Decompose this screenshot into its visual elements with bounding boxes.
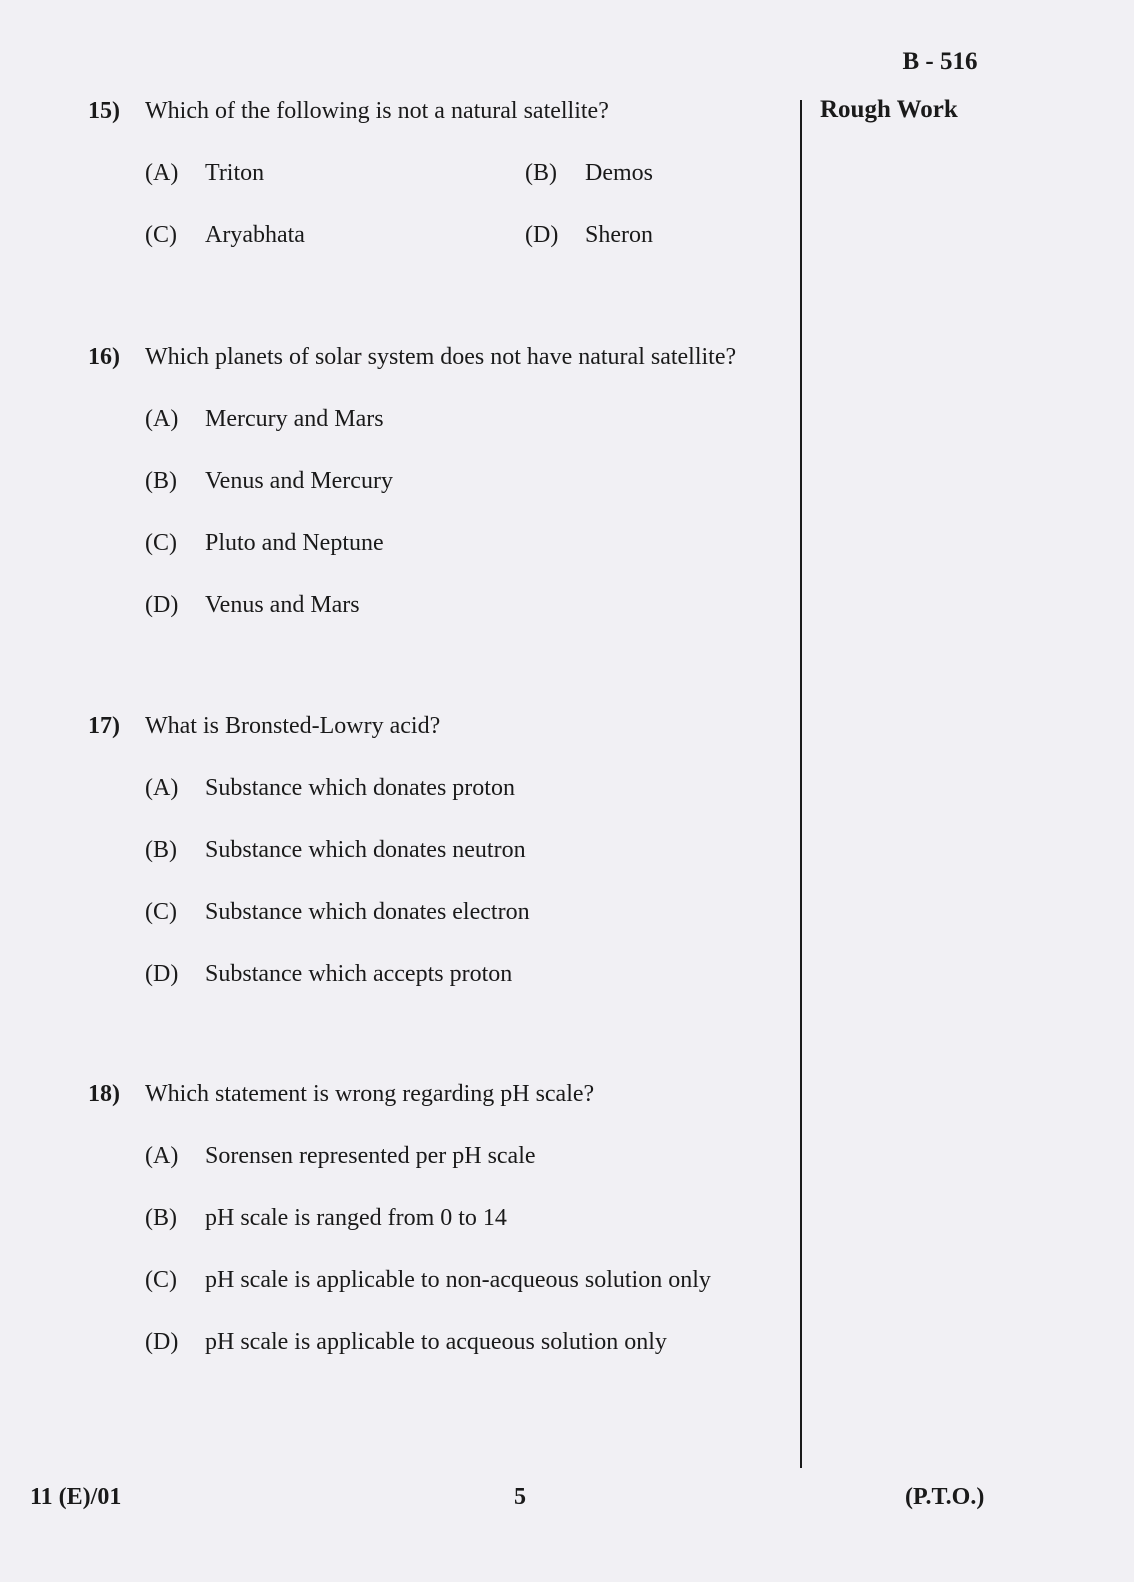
option-label: (C) [145,530,177,556]
option-text: Substance which donates proton [205,775,515,801]
option-text: Substance which donates electron [205,899,530,925]
option-label: (B) [525,160,557,186]
question-text: What is Bronsted-Lowry acid? [145,713,441,739]
option-c [145,1249,798,1311]
footer-paper-code: 11 (E)/01 [30,1484,122,1510]
option-text: Mercury and Mars [205,406,384,432]
option-b [145,819,798,881]
question-number: 18) [88,1081,120,1107]
option-text: pH scale is applicable to acqueous solution only [205,1329,667,1355]
option-text: pH scale is ranged from 0 to 14 [205,1205,507,1231]
option-d [145,943,798,1005]
option-b [525,142,905,204]
rough-work-divider [800,100,802,1468]
question-18 [88,1081,798,1373]
paper-code: B - 516 [902,48,978,75]
option-label: (B) [145,837,177,863]
question-number: 15) [88,98,120,124]
option-text: Sheron [585,222,653,248]
options-grid [145,142,798,266]
option-c [145,881,798,943]
option-text: Venus and Mercury [205,468,393,494]
question-text: Which of the following is not a natural satellite? [145,98,609,124]
option-text: pH scale is applicable to non-acqueous solution only [205,1267,711,1293]
option-label: (A) [145,775,179,801]
option-a [145,142,525,204]
option-label: (C) [145,222,177,248]
option-label: (D) [525,222,559,248]
option-c [145,512,798,574]
option-d [145,1311,798,1373]
please-turn-over: (P.T.O.) [905,1484,985,1510]
options-list [145,388,798,636]
option-a [145,388,798,450]
question-17 [88,713,798,1005]
question-text: Which planets of solar system does not have natural satellite? [145,344,737,370]
option-a [145,1125,798,1187]
option-a [145,757,798,819]
option-c [145,204,525,266]
option-d [525,204,905,266]
question-15 [88,98,798,266]
option-text: Sorensen represented per pH scale [205,1143,536,1169]
option-label: (D) [145,1329,179,1355]
option-label: (B) [145,1205,177,1231]
rough-work-heading: Rough Work [820,96,958,123]
option-d [145,574,798,636]
option-label: (B) [145,468,177,494]
options-list [145,1125,798,1373]
option-label: (A) [145,406,179,432]
option-text: Triton [205,160,265,186]
question-text: Which statement is wrong regarding pH scale? [145,1081,595,1107]
option-label: (A) [145,160,179,186]
option-text: Substance which donates neutron [205,837,526,863]
page-number: 5 [514,1484,526,1510]
option-label: (D) [145,961,179,987]
options-list [145,757,798,1005]
option-text: Aryabhata [205,222,305,248]
option-text: Pluto and Neptune [205,530,384,556]
option-b [145,450,798,512]
option-label: (C) [145,1267,177,1293]
option-b [145,1187,798,1249]
option-label: (D) [145,592,179,618]
option-label: (C) [145,899,177,925]
option-text: Demos [585,160,653,186]
question-number: 17) [88,713,120,739]
question-number: 16) [88,344,120,370]
option-label: (A) [145,1143,179,1169]
option-text: Venus and Mars [205,592,360,618]
option-text: Substance which accepts proton [205,961,513,987]
question-16 [88,344,798,636]
